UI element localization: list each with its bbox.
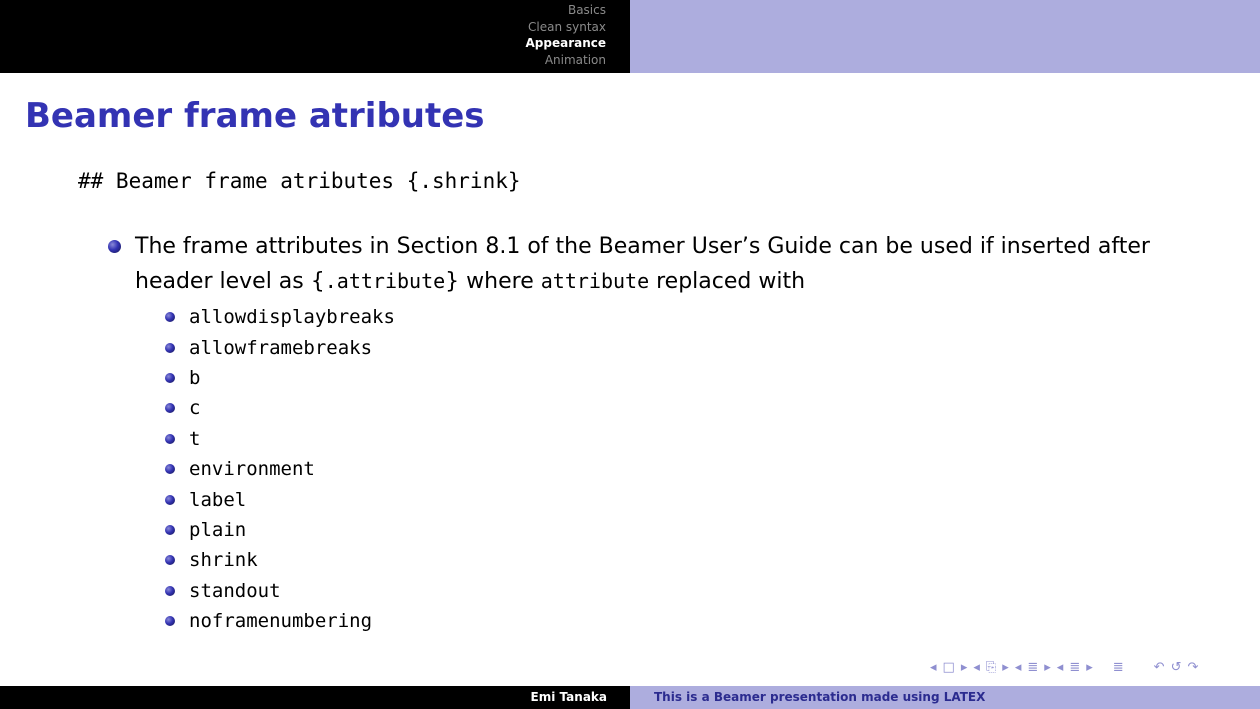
search-icon[interactable]: ↺ xyxy=(1170,660,1182,675)
code-attribute: .attribute xyxy=(324,269,446,293)
next-subsection-icon[interactable]: ▸ xyxy=(1044,660,1051,675)
section-link-animation[interactable]: Animation xyxy=(544,52,606,67)
bullet-icon xyxy=(165,434,175,444)
next-slide-icon[interactable]: ▸ xyxy=(960,660,968,675)
brace-close: } xyxy=(445,269,460,294)
list-item xyxy=(165,515,395,545)
section-list xyxy=(525,2,606,68)
attribute-name: allowframebreaks xyxy=(189,336,373,359)
navigation-symbols xyxy=(930,660,1198,675)
subsection-icon[interactable]: ≣ xyxy=(1027,660,1039,675)
bullet-icon xyxy=(165,464,175,474)
prev-frame-icon[interactable]: ◂ xyxy=(973,660,980,675)
section-link-basics[interactable]: Basics xyxy=(567,3,606,17)
prev-subsection-icon[interactable]: ◂ xyxy=(1014,660,1022,675)
attribute-name: environment xyxy=(189,458,315,481)
bullet-icon xyxy=(165,525,175,535)
bullet-icon xyxy=(165,343,175,353)
bullet-icon xyxy=(165,555,175,565)
list-item xyxy=(165,606,395,636)
bullet-icon xyxy=(108,240,121,253)
bullet-icon xyxy=(165,586,175,596)
section-link-appearance[interactable]: Appearance xyxy=(525,36,606,50)
attribute-name: shrink xyxy=(189,549,258,572)
main-item-text-c: replaced with xyxy=(649,269,806,294)
slide-icon[interactable]: □ xyxy=(942,660,955,675)
attribute-name: standout xyxy=(189,579,281,602)
list-item xyxy=(165,545,395,575)
headline-bar xyxy=(0,0,1260,73)
main-item-text-b: where xyxy=(459,269,541,294)
forward-icon[interactable]: ↷ xyxy=(1187,660,1199,675)
attribute-name: allowdisplaybreaks xyxy=(189,306,395,329)
bullet-icon xyxy=(165,616,175,626)
code-word: attribute xyxy=(540,269,650,293)
main-item-text xyxy=(135,230,1188,299)
attribute-name: label xyxy=(189,488,247,511)
list-item xyxy=(165,576,395,606)
main-list-item xyxy=(108,230,1188,299)
section-navigation xyxy=(0,0,630,73)
next-section-icon[interactable]: ▸ xyxy=(1086,660,1093,675)
next-frame-icon[interactable]: ▸ xyxy=(1002,660,1009,675)
footer-title: This is a Beamer presentation made using LATEX xyxy=(630,686,1260,709)
bullet-icon xyxy=(165,495,175,505)
frame-icon[interactable]: ⎘ xyxy=(985,660,997,675)
bullet-icon xyxy=(165,373,175,383)
subsection-navigation xyxy=(630,0,1260,73)
list-item xyxy=(165,363,395,393)
attribute-name: t xyxy=(189,427,201,450)
prev-section-icon[interactable]: ◂ xyxy=(1056,660,1064,675)
list-item xyxy=(165,454,395,484)
list-item xyxy=(165,393,395,423)
bullet-icon xyxy=(165,312,175,322)
prev-slide-icon[interactable]: ◂ xyxy=(930,660,937,675)
brace-open: { xyxy=(310,269,325,294)
bullet-icon xyxy=(165,403,175,413)
frame-title: Beamer frame atributes xyxy=(25,96,485,136)
footline-bar xyxy=(0,686,1260,709)
section-icon[interactable]: ≣ xyxy=(1069,660,1081,675)
list-item xyxy=(165,332,395,362)
attribute-name: b xyxy=(189,366,201,389)
main-item-text-a: The frame attributes in Section 8.1 of the Beamer User’s Guide can be used if inserted after header level as xyxy=(135,234,1150,294)
back-icon[interactable]: ↶ xyxy=(1153,660,1165,675)
list-item xyxy=(165,484,395,514)
attribute-name: c xyxy=(189,397,201,420)
list-item xyxy=(165,424,395,454)
attribute-name: noframenumbering xyxy=(189,610,373,633)
document-icon[interactable]: ≣ xyxy=(1112,660,1124,675)
footer-author: Emi Tanaka xyxy=(0,686,630,709)
section-link-clean-syntax[interactable]: Clean syntax xyxy=(528,19,606,34)
attribute-name: plain xyxy=(189,518,247,541)
markdown-code-line: ## Beamer frame atributes {.shrink} xyxy=(78,169,521,193)
list-item xyxy=(165,302,395,332)
attribute-list xyxy=(165,302,395,636)
